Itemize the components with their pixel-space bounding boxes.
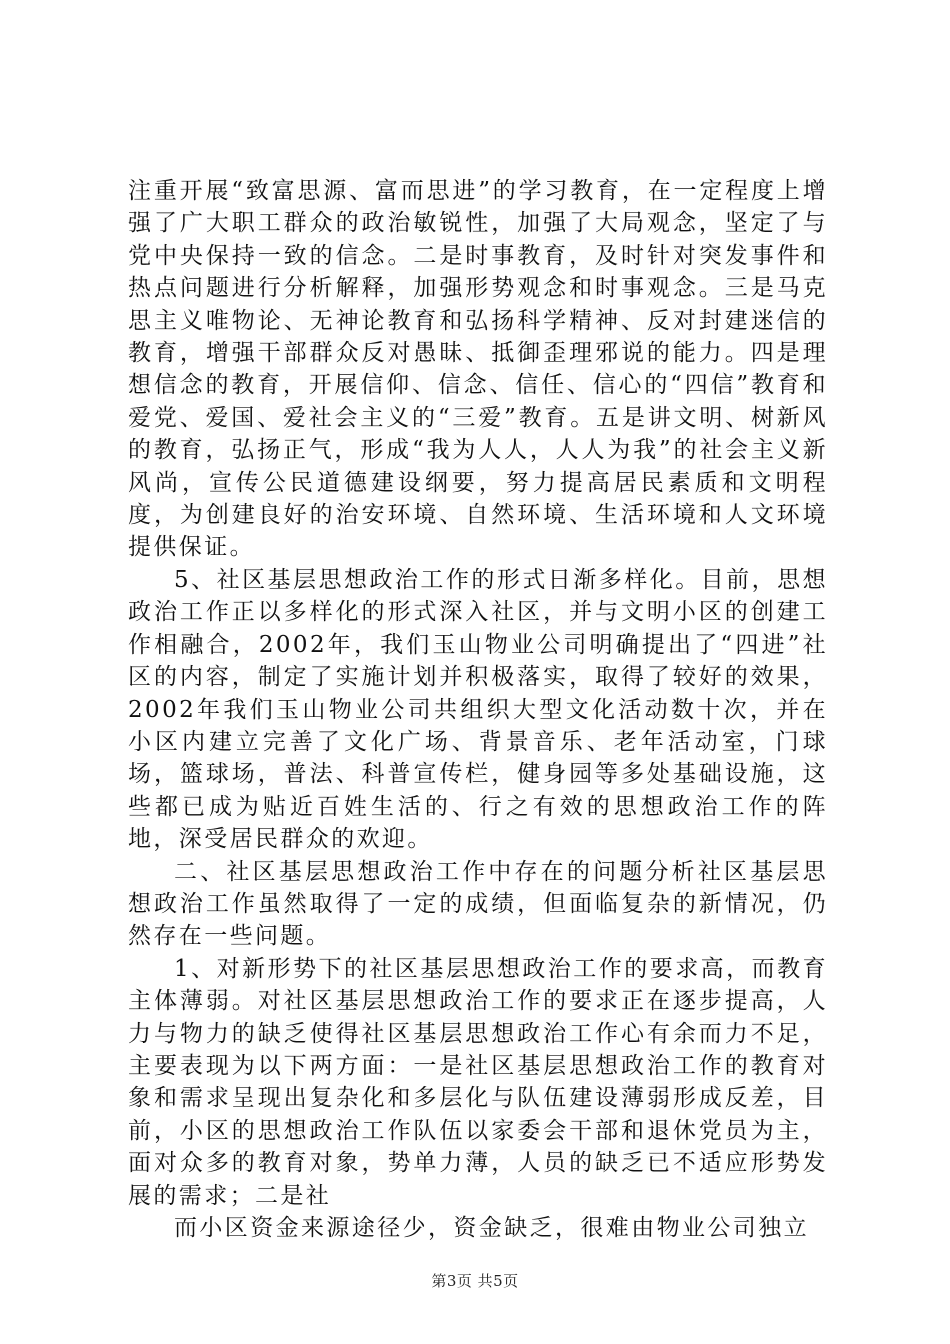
document-body	[128, 175, 828, 1244]
paragraph-5: 而小区资金来源途径少，资金缺乏，很难由物业公司独立	[174, 1215, 809, 1241]
page-number-footer: 第3页 共5页	[431, 1272, 519, 1290]
paragraph-1: 注重开展“致富思源、富而思进”的学习教育，在一定程度上增强了广大职工群众的政治敏锐性，加强了大局观念，坚定了与党中央保持一致的信念。二是时事教育，及时针对突发事件和热点问题进行分析解释，加强形势观念和时事观念。三是马克思主义唯物论、无神论教育和弘扬科学精神、反对封建迷信的教育，增强干部群众反对愚昧、抵御歪理邪说的能力。四是理想信念的教育，开展信仰、信念、信任、信心的“四信”教育和爱党、爱国、爱社会主义的“三爱”教育。五是讲文明、树新风的教育，弘扬正气，形成“我为人人，人人为我”的社会主义新风尚，宣传公民道德建设纲要，努力提高居民素质和文明程度，为创建良好的治安环境、自然环境、生活环境和人文环境提供保证。	[128, 178, 828, 561]
paragraph-3: 二、社区基层思想政治工作中存在的问题分析社区基层思想政治工作虽然取得了一定的成绩，但面临复杂的新情况，仍然存在一些问题。	[128, 858, 828, 950]
paragraph-4: 1、对新形势下的社区基层思想政治工作的要求高，而教育主体薄弱。对社区基层思想政治工作的要求正在逐步提高，人力与物力的缺乏使得社区基层思想政治工作心有余而力不足，主要表现为以下两方面：一是社区基层思想政治工作的教育对象和需求呈现出复杂化和多层化与队伍建设薄弱形成反差，目前，小区的思想政治工作队伍以家委会干部和退休党员为主，面对众多的教育对象，势单力薄，人员的缺乏已不适应形势发展的需求；二是社	[128, 955, 828, 1209]
paragraph-2: 5、社区基层思想政治工作的形式日渐多样化。目前，思想政治工作正以多样化的形式深入社区，并与文明小区的创建工作相融合，2002年，我们玉山物业公司明确提出了“四进”社区的内容，制定了实施计划并积极落实，取得了较好的效果，2002年我们玉山物业公司共组织大型文化活动数十次，并在小区内建立完善了文化广场、背景音乐、老年活动室，门球场，篮球场，普法、科普宣传栏，健身园等多处基础设施，这些都已成为贴近百姓生活的、行之有效的思想政治工作的阵地，深受居民群众的欢迎。	[128, 566, 828, 853]
